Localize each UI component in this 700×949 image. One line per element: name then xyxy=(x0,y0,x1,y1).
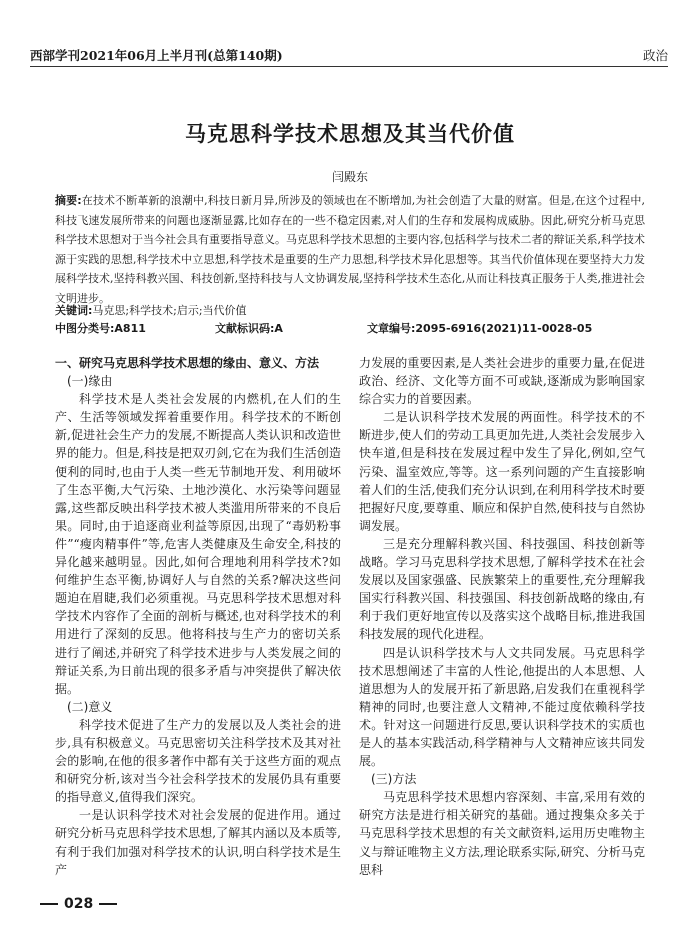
body-paragraph: 科学技术是人类社会发展的内燃机,在人们的生产、生活等领域发挥着重要作用。科学技术的不断创新,促进社会生产力的发展,不断提高人类认识和改造世界的能力。但是,科技是把双刃剑,它在为我们生活创造便利的同时,也由于人类一些无节制地开发、利用破坏了生态平衡,大气污染、土地沙漠化、水污染等问题显露,这些都反映出科学技术被人类滥用所带来的不良后果。同时,由于追逐商业利益等原因,出现了“毒奶粉事件”“瘦肉精事件”等,危害人类健康及生命安全,科技的异化越来越明显。因此,如何合理地利用科学技术?如何维护生态平衡,协调好人与自然的关系?解决这些问题迫在眉睫,我们必须重视。马克思科学技术思想对科学技术内容作了全面的剖析与概述,也对科学技术的利用进行了深刻的反思。他将科技与生产力的密切关系进行了阐述,并研究了科学技术进步与人类发展之间的辩证关系,为日前出现的很多矛盾与冲突提供了解决依据。 xyxy=(55,392,341,696)
keywords-text: 马克思;科学技术;启示;当代价值 xyxy=(92,304,247,317)
body-paragraph: 二是认识科学技术发展的两面性。科学技术的不断进步,使人们的劳动工具更加先进,人类社会发展步入快车道,但是科技在发展过程中发生了异化,例如,空气污染、温室效应,等等。这一系列问题的产生直接影响着人们的生活,使我们充分认识到,在利用科学技术时要把握好尺度,要尊重、顺应和保护自然,使科技与自然协调发展。 xyxy=(359,410,645,533)
body-paragraph: 科学技术促进了生产力的发展以及人类社会的进步,具有积极意义。马克思密切关注科学技术及其对社会的影响,在他的很多著作中都有关于这些方面的观点和研究分析,该对当今社会科学技术的发展仍具有重要的指导意义,值得我们深究。 xyxy=(55,717,341,805)
abstract-text: 在技术不断革新的浪潮中,科技日新月异,所涉及的领域也在不断增加,为社会创造了大量的财富。但是,在这个过程中,科技飞速发展所带来的问题也逐渐显露,比如存在的一些不稳定因素,对人们的生存和发展构成威胁。因此,研究分析马克思科学技术思想对于当今社会具有重要指导意义。马克思科学技术思想的主要内容,包括科学与技术二者的辩证关系,科学技术源于实践的思想,科学技术中立思想,科学技术是重要的生产力思想,科学技术异化思想等。其当代价值体现在要坚持大力发展科学技术,坚持科教兴国、科技创新,坚持科技与人文协调发展,坚持科学技术生态化,从而让科技真正服务于人类,推进社会文明进步。 xyxy=(55,194,645,305)
right-column xyxy=(359,354,645,879)
keywords-label: 关键词: xyxy=(55,304,93,317)
section-heading: 一、研究马克思科学技术思想的缘由、意义、方法 xyxy=(55,356,320,370)
page-number-text: 028 xyxy=(64,896,94,912)
document-code: 文献标识码:A xyxy=(215,322,283,335)
abstract-label: 摘要: xyxy=(55,194,82,207)
page-number xyxy=(34,896,184,912)
dash-left xyxy=(40,903,58,905)
section-name: 政治 xyxy=(642,48,668,63)
dash-right xyxy=(99,903,117,905)
body-paragraph: 马克思科学技术思想内容深刻、丰富,采用有效的研究方法是进行相关研究的基础。通过搜集众多关于马克思科学技术思想的有关文献资料,运用历史唯物主义与辩证唯物主义方法,理论联系实际,研究、分析马克思科 xyxy=(359,790,645,877)
body-paragraph: 三是充分理解科教兴国、科技强国、科技创新等战略。学习马克思科学技术思想,了解科学技术在社会发展以及国家强盛、民族繁荣上的重要性,充分理解我国实行科教兴国、科技强国、科技创新战略的缘由,有利于我们更好地宣传以及落实这个战略目标,推进我国科技发展的现代化进程。 xyxy=(359,536,645,642)
abstract xyxy=(55,191,645,309)
clc-number: 中图分类号:A811 xyxy=(55,322,146,335)
body-paragraph: 力发展的重要因素,是人类社会进步的重要力量,在促进政治、经济、文化等方面不可或缺,逐渐成为影响国家综合实力的首要因素。 xyxy=(359,356,645,407)
subsection-heading: (一)缘由 xyxy=(67,374,113,389)
article-number: 文章编号:2095-6916(2021)11-0028-05 xyxy=(367,322,593,335)
body-paragraph: 四是认识科学技术与人文共同发展。马克思科学技术思想阐述了丰富的人性论,他提出的人本思想、人道思想为人的发展开拓了新思路,启发我们在重视科学精神的同时,也要注意人文精神,不能过度依赖科学技术。针对这一问题进行反思,要认识科学技术的实质也是人的基本实践活动,科学精神与人文精神应该共同发展。 xyxy=(359,645,645,769)
journal-issue: 西部学刊2021年06月上半月刊(总第140期) xyxy=(30,48,283,63)
body-paragraph: 一是认识科学技术对社会发展的促进作用。通过研究分析马克思科学技术思想,了解其内涵以及本质等,有利于我们加强对科学技术的认识,明白科学技术是生产 xyxy=(55,808,341,877)
subsection-heading: (三)方法 xyxy=(371,772,417,787)
running-header xyxy=(30,44,668,67)
subsection-heading: (二)意义 xyxy=(67,699,113,714)
classification-meta xyxy=(55,320,655,338)
left-column xyxy=(55,354,341,879)
author-name: 闫殿东 xyxy=(331,170,368,184)
article-title: 马克思科学技术思想及其当代价值 xyxy=(185,122,515,146)
keywords xyxy=(55,302,645,320)
